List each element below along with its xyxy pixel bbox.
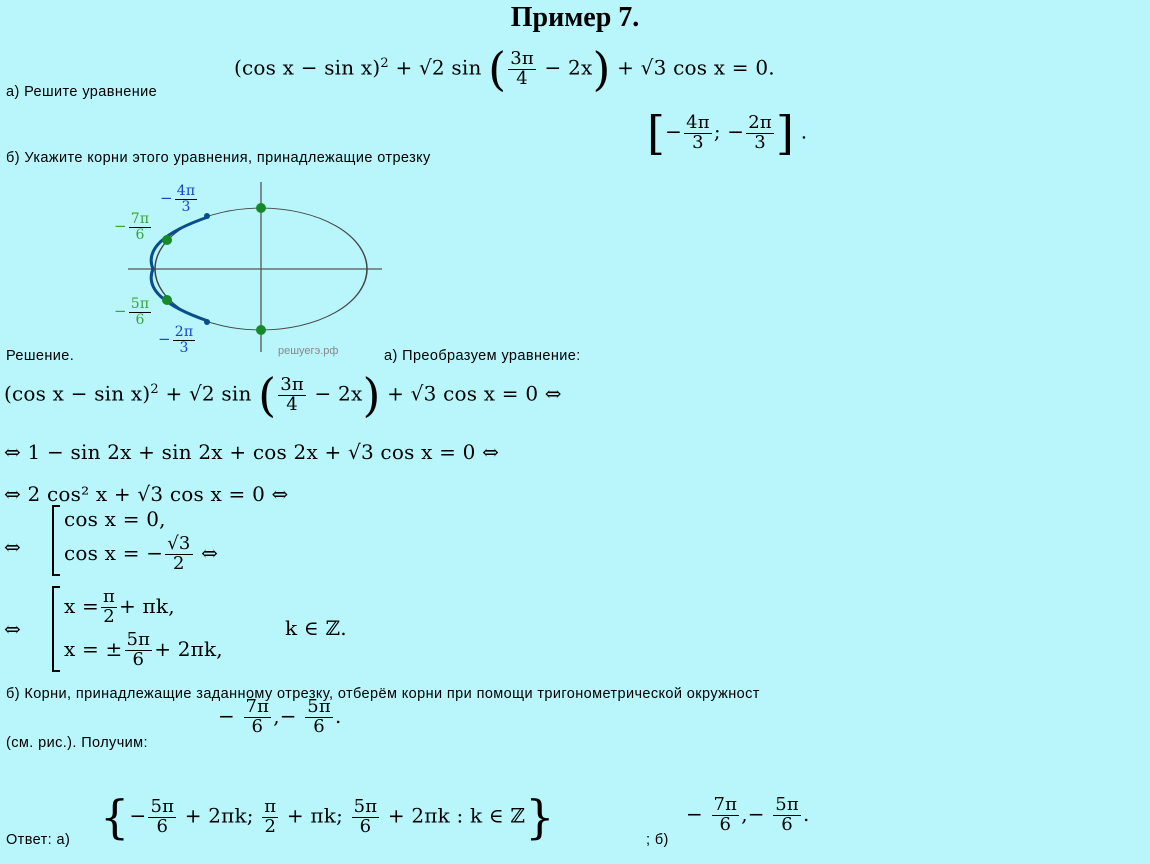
answer-set: {− $\frac{5\pi}{6}$ + 2πk; $\frac{\pi}{2}$ + πk; $\frac{5\pi}{6}$ + 2πk : k ∈ ℤ} xyxy=(100,790,555,844)
point-4pi3 xyxy=(204,213,210,219)
point-2pi3 xyxy=(204,319,210,325)
answer-roots: − $\frac{7\pi}{6}$ ,− $\frac{5\pi}{6}$ . xyxy=(686,794,810,835)
answer-label: Ответ: а) xyxy=(6,832,71,848)
task-a-label: а) Решите уравнение xyxy=(6,84,158,100)
solution-b-text-2: (см. рис.). Получим: xyxy=(6,735,148,751)
system-1: cos x = 0, cos x = − $\frac{√3}{2}$ ⇔ xyxy=(52,505,218,576)
solution-b-text: б) Корни, принадлежащие заданному отрезку, отберём корни при помощи тригонометрической окружност xyxy=(6,686,760,702)
point-top xyxy=(256,203,266,213)
iff-1: ⇔ xyxy=(4,535,21,559)
solution-line-3: ⇔ 2 cos² x + √3 cos x = 0 ⇔ xyxy=(4,482,289,506)
label-minus-4pi3: − $\frac{4\pi}{3}$ xyxy=(160,183,196,215)
point-7pi6 xyxy=(162,235,172,245)
system-2: x = $\frac{\pi}{2}$ + πk, x = ± $\frac{5\pi}{6}$ + 2πk, xyxy=(52,586,223,672)
page-title: Пример 7. xyxy=(510,2,640,33)
label-minus-5pi6: − $\frac{5\pi}{6}$ xyxy=(114,296,150,328)
solution-label: Решение. xyxy=(6,348,75,364)
point-bottom xyxy=(256,325,266,335)
solution-roots: − $\frac{7\pi}{6}$ ,− $\frac{5\pi}{6}$ . xyxy=(218,696,342,737)
solution-line-2: ⇔ 1 − sin 2x + sin 2x + cos 2x + √3 cos x = 0 ⇔ xyxy=(4,440,500,464)
point-5pi6 xyxy=(162,295,172,305)
trig-circle-figure xyxy=(105,180,395,360)
iff-2: ⇔ xyxy=(4,617,21,641)
k-condition: k ∈ ℤ. xyxy=(285,616,347,640)
label-minus-2pi3: − $\frac{2\pi}{3}$ xyxy=(158,324,194,356)
task-segment: [− $\frac{4\pi}{3}$ ; − $\frac{2\pi}{3}$ ] . xyxy=(647,106,808,160)
task-equation: (cos x − sin x)$^2$ + √2 sin ( $\frac{3\pi}{4}$ − 2x) + √3 cos x = 0. xyxy=(234,42,775,96)
solution-line-1: (cos x − sin x)$^2$ + √2 sin ( $\frac{3\pi}{4}$ − 2x) + √3 cos x = 0 ⇔ xyxy=(4,368,562,422)
label-minus-7pi6: − $\frac{7\pi}{6}$ xyxy=(114,211,150,243)
solution-a-text: а) Преобразуем уравнение: xyxy=(384,348,581,364)
watermark: решуегэ.рф xyxy=(278,345,339,357)
task-b-label: б) Укажите корни этого уравнения, принадлежащие отрезку xyxy=(6,150,431,166)
answer-b-label: ; б) xyxy=(646,832,669,848)
